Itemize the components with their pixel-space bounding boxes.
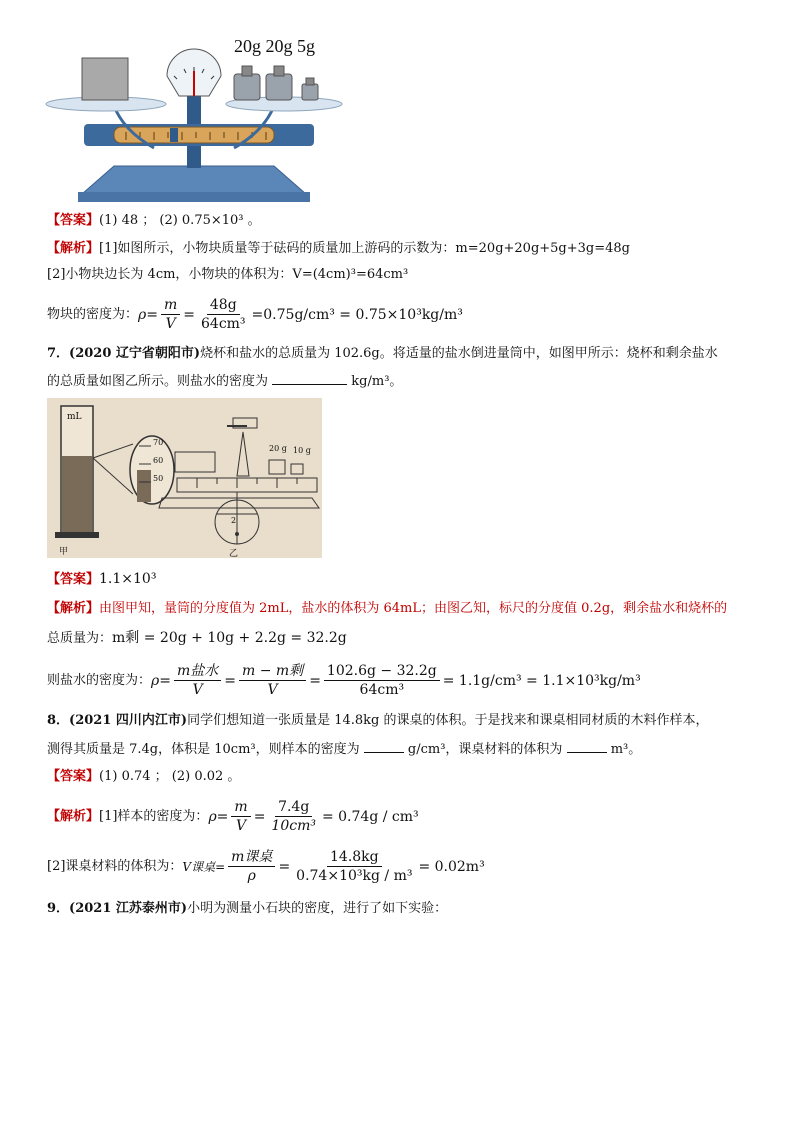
q7-text1: 烧杯和盐水的总质量为 102.6g。将适量的盐水倒进量筒中，如图甲所示：烧杯和剩余盐水	[200, 346, 718, 361]
q6-density-formula	[47, 296, 463, 333]
q7-mass-equation: m剩 = 20g + 10g + 2.2g = 32.2g	[112, 630, 347, 646]
q8-answer-text: (1) 0.74 ； (2) 0.02 。	[99, 769, 241, 784]
q8-analysis-prefix1: [1]样本的密度为：	[99, 808, 209, 824]
q7-result: = 1.1g/cm³ = 1.1×10³kg/m³	[442, 672, 641, 689]
numerator: 48g	[207, 296, 240, 315]
equals-sign: =	[146, 306, 158, 323]
numerator: m − m剩	[239, 662, 306, 681]
q8-result2: = 0.02m³	[418, 858, 485, 875]
q7-figure	[47, 398, 322, 558]
fraction-2	[239, 662, 306, 699]
cylinder-and-balance-icon	[47, 398, 322, 558]
equals-sign: =	[183, 306, 195, 323]
equals-sign: =	[309, 672, 321, 689]
weight-10g: 10 g	[293, 446, 311, 455]
q9-text: 小明为测量小石块的密度，进行了如下实验：	[187, 901, 448, 916]
q8-question-line1	[47, 712, 708, 730]
answer-blank	[364, 740, 404, 753]
fraction-1	[174, 662, 221, 699]
numerator: 102.6g − 32.2g	[324, 662, 440, 681]
q6-analysis-line2: [2]小物块边长为 4cm，小物块的体积为：V=(4cm)³=64cm³	[47, 267, 409, 282]
q7-question-line1	[47, 345, 718, 363]
q6-answer-text: (1) 48 ； (2) 0.75×10³ 。	[99, 213, 261, 228]
q7-analysis-line2	[47, 629, 347, 648]
weights-label: 20g 20g 5g	[234, 36, 315, 56]
q9-question	[47, 900, 447, 918]
q7-analysis-text1: 由图甲知，量筒的分度值为 2mL，盐水的体积为 64mL；由图乙知，标尺的分度值 0.2g，剩余盐水和烧杯的	[99, 601, 728, 616]
q8-text2a: 测得其质量是 7.4g，体积是 10cm³，则样本的密度为	[47, 742, 360, 757]
denominator: V	[235, 818, 247, 834]
fraction-m-over-v	[161, 296, 180, 333]
q6-analysis-text1: [1]如图所示，小物块质量等于砝码的质量加上游码的示数为：m=20g+20g+5g+3g=48g	[99, 241, 630, 256]
q7-question-line2	[47, 372, 402, 391]
q7-answer-text: 1.1×10³	[99, 571, 157, 587]
answer-tag: 【答案】	[47, 572, 100, 587]
q9-number: 9．(2021 江苏泰州市)	[47, 901, 188, 916]
q8-analysis-prefix2: [2]课桌材料的体积为：	[47, 858, 183, 874]
analysis-tag: 【解析】	[47, 241, 100, 256]
rho-symbol: ρ	[151, 672, 160, 689]
numerator: m课桌	[228, 848, 275, 867]
fraction-m-over-rho	[228, 848, 275, 885]
rho-symbol: ρ	[138, 306, 147, 323]
q8-analysis-line1	[47, 798, 419, 835]
analysis-tag: 【解析】	[47, 808, 100, 824]
scale-2: 2	[231, 516, 237, 525]
equals-sign: =	[278, 858, 291, 875]
equals-sign: =	[253, 808, 266, 825]
fraction-values	[198, 296, 249, 333]
tick-70: 70	[153, 438, 164, 447]
numerator: m	[161, 296, 180, 315]
q8-analysis-line2	[47, 848, 485, 885]
q6-result: =0.75g/cm³ = 0.75×10³kg/m³	[251, 306, 463, 323]
label-yi: 乙	[229, 549, 239, 559]
q7-answer-line	[47, 570, 156, 589]
fraction-values	[268, 798, 319, 835]
analysis-tag: 【解析】	[47, 601, 100, 616]
numerator: 14.8kg	[327, 848, 382, 867]
q8-number: 8．(2021 四川内江市)	[47, 713, 188, 728]
equals-sign: =	[159, 672, 171, 689]
numerator: m盐水	[174, 662, 221, 681]
denominator: ρ	[247, 868, 256, 884]
q8-result1: = 0.74g / cm³	[321, 808, 419, 825]
q8-answer-line	[47, 768, 240, 786]
q7-density-formula	[47, 662, 641, 699]
q8-question-line2	[47, 740, 641, 759]
tick-50: 50	[153, 474, 164, 483]
q7-analysis-prefix2: 总质量为：	[47, 631, 113, 646]
denominator: V	[165, 316, 176, 332]
q7-number: 7．(2020 辽宁省朝阳市)	[47, 346, 201, 361]
balance-figure	[44, 36, 344, 206]
equals-sign: =	[224, 672, 236, 689]
equals-sign: =	[216, 808, 229, 825]
balance-scale-icon	[44, 36, 344, 206]
q8-text2b: g/cm³，课桌材料的体积为	[407, 742, 563, 757]
weight-20g: 20 g	[269, 444, 287, 453]
denominator: 64cm³	[201, 316, 246, 332]
numerator: m	[231, 798, 250, 817]
q7-text2: 的总质量如图乙所示。则盐水的密度为	[47, 374, 269, 389]
label-jia: 甲	[59, 547, 69, 557]
denominator: V	[267, 682, 278, 698]
answer-blank	[272, 372, 347, 385]
fraction-3	[324, 662, 440, 699]
q6-analysis-line1	[47, 240, 630, 258]
answer-tag: 【答案】	[47, 769, 100, 784]
denominator: 64cm³	[359, 682, 405, 698]
tick-60: 60	[153, 456, 164, 465]
denominator: V	[192, 682, 203, 698]
numerator: 7.4g	[275, 798, 312, 817]
q7-analysis-line1	[47, 600, 727, 618]
q6-formula-prefix: 物块的密度为：	[47, 306, 139, 322]
denominator: 10cm³	[271, 818, 316, 834]
answer-tag: 【答案】	[47, 213, 100, 228]
rho-symbol: ρ	[208, 808, 217, 825]
ml-label: mL	[67, 412, 82, 422]
v-desk: V课桌=	[182, 859, 226, 874]
fraction-m-over-v	[231, 798, 250, 835]
q8-text2c: m³。	[610, 742, 642, 757]
q7-unit: kg/m³。	[351, 374, 403, 389]
q8-text1: 同学们想知道一张质量是 14.8kg 的课桌的体积。于是找来和课桌相同材质的木料作样本，	[187, 713, 709, 728]
fraction-values	[293, 848, 415, 885]
answer-blank	[567, 740, 607, 753]
denominator: 0.74×10³kg / m³	[296, 868, 413, 884]
q7-analysis-prefix3: 则盐水的密度为：	[47, 672, 152, 688]
q6-answer-line	[47, 212, 261, 230]
